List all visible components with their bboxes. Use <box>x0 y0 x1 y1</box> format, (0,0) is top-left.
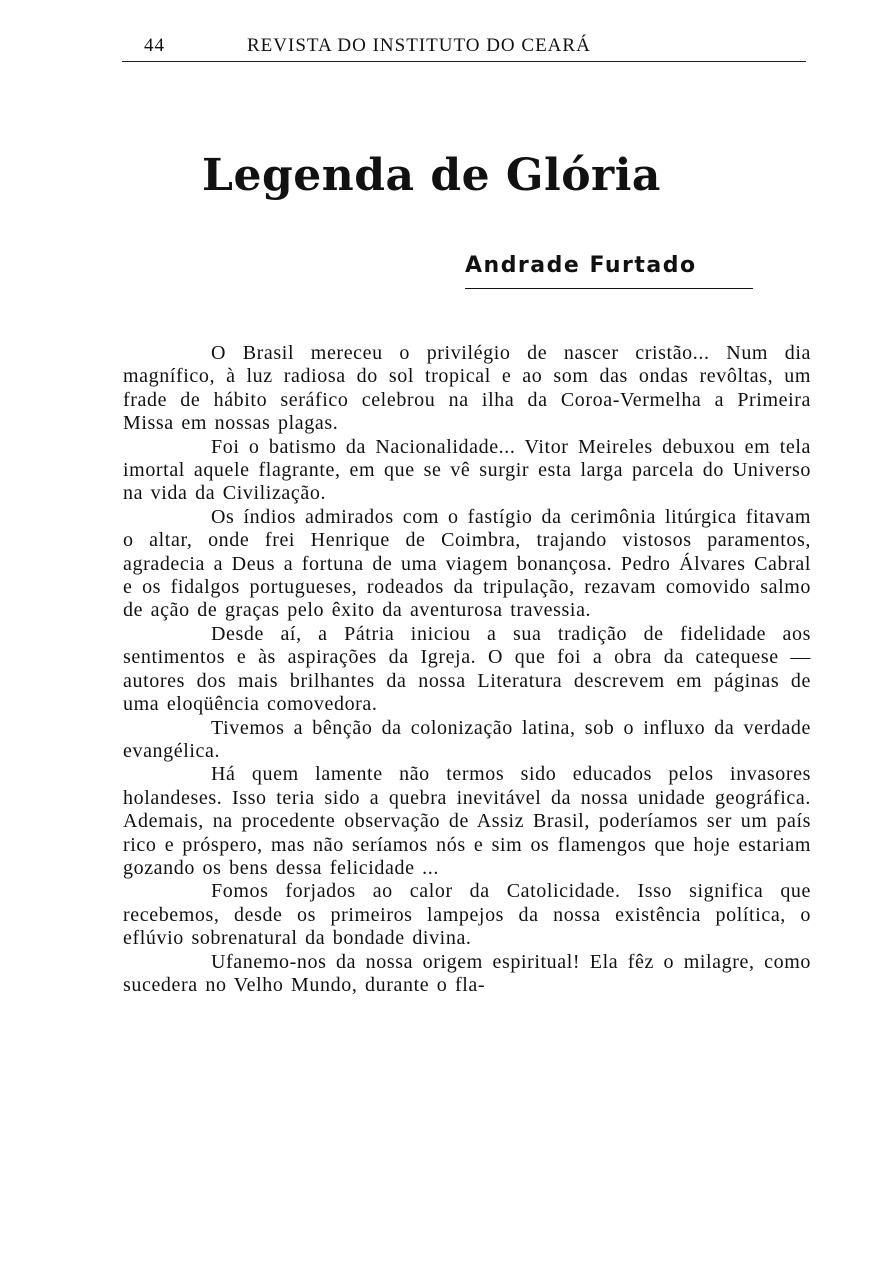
page-number: 44 <box>144 35 165 56</box>
paragraph: Há quem lamente não termos sido educados pelos invasores holandeses. Isso teria sido a quebra inevitável da nossa unidade geográfica. Ademais, na procedente observação de Assiz Brasil, poderíamos ser um país rico e próspero, mas não seríamos nós e sim os flamengos que hoje estariam gozando os bens dessa felicidade ... <box>123 763 811 879</box>
paragraph: Foi o batismo da Nacionalidade... Vitor Meireles debuxou em tela imortal aquele flagrante, em que se vê surgir esta larga parcela do Universo na vida da Civilização. <box>123 435 811 505</box>
article-body <box>123 342 811 997</box>
author-name: Andrade Furtado <box>465 253 753 289</box>
paragraph: Os índios admirados com o fastígio da cerimônia litúrgica fitavam o altar, onde frei Henrique de Coimbra, trajando vistosos paramentos, agradecia a Deus a fortuna de uma viagem bonançosa. Pedro Álvares Cabral e os fidalgos portugueses, rodeados da tripulação, rezavam comovido salmo de ação de graças pelo êxito da aventurosa travessia. <box>123 505 811 622</box>
paragraph: Tivemos a bênção da colonização latina, sob o influxo da verdade evangélica. <box>123 716 811 762</box>
paragraph: Fomos forjados ao calor da Catolicidade. Isso significa que recebemos, desde os primeiros lampejos da nossa existência política, o eflúvio sobrenatural da bondade divina. <box>123 880 811 950</box>
article-title: Legenda de Glória <box>202 150 661 201</box>
paragraph: Ufanemo-nos da nossa origem espiritual! Ela fêz o milagre, como sucedera no Velho Mundo, durante o fla- <box>123 950 811 996</box>
running-header <box>122 33 806 62</box>
paragraph: O Brasil mereceu o privilégio de nascer cristão... Num dia magnífico, à luz radiosa do sol tropical e ao som das ondas revôltas, um frade de hábito seráfico celebrou na ilha da Coroa-Vermelha a Primeira Missa em nossas plagas. <box>123 342 811 435</box>
paragraph: Desde aí, a Pátria iniciou a sua tradição de fidelidade aos sentimentos e às aspirações da Igreja. O que foi a obra da catequese — autores dos mais brilhantes da nossa Literatura descrevem em páginas de uma eloqüência comovedora. <box>123 622 811 716</box>
journal-title: REVISTA DO INSTITUTO DO CEARÁ <box>247 35 591 56</box>
